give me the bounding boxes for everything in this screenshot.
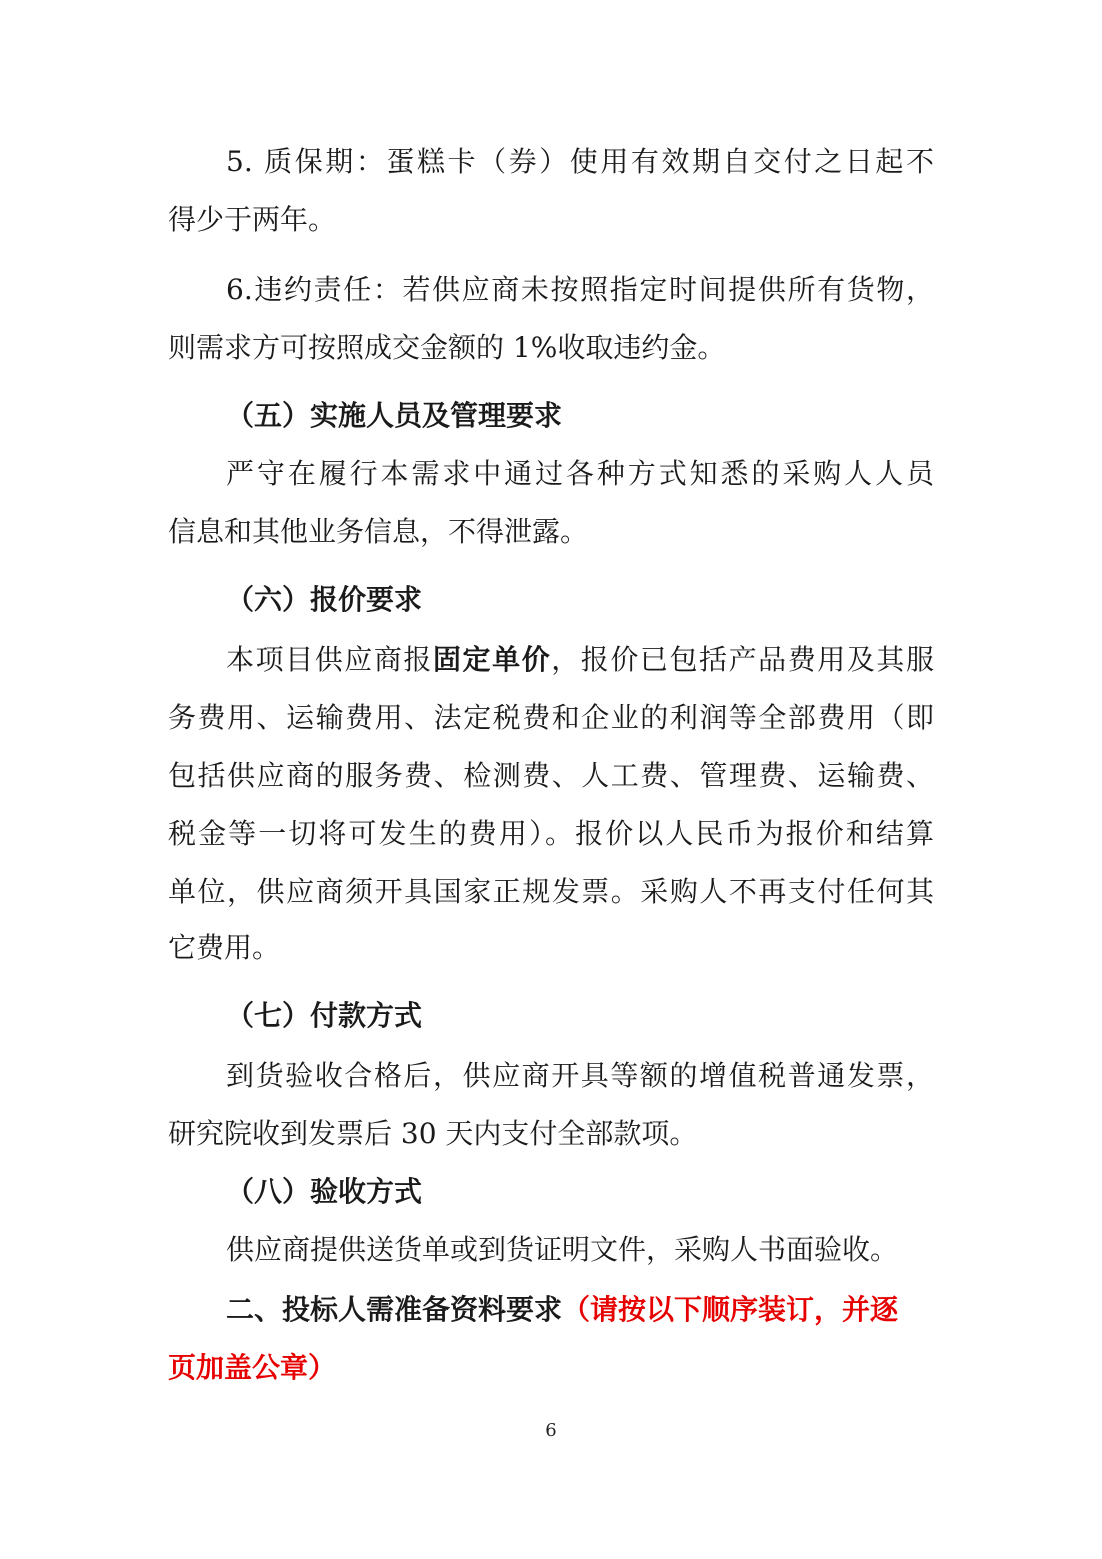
warranty-paragraph-line-2: 得少于两年。: [168, 203, 337, 236]
section-8-paragraph-line-1: 供应商提供送货单或到货证明文件，采购人书面验收。: [226, 1233, 899, 1266]
section-6-paragraph-line-4: 税金等一切将可发生的费用）。报价以人民币为报价和结算: [168, 817, 934, 850]
section-7-paragraph-line-2: 研究院收到发票后 30 天内支付全部款项。: [168, 1117, 698, 1150]
liability-paragraph-line-2: 则需求方可按照成交金额的 1%收取违约金。: [168, 331, 726, 364]
part-2-heading: 二、投标人需准备资料要求: [226, 1293, 563, 1326]
section-7-heading: （七）付款方式: [226, 999, 423, 1032]
section-6-paragraph-line-3: 包括供应商的服务费、检测费、人工费、管理费、运输费、: [168, 759, 934, 792]
binding-instruction-note: （请按以下顺序装订，并逐: [562, 1293, 899, 1326]
fixed-unit-price-emphasis: 固定单价: [432, 643, 552, 676]
section-6-paragraph-line-6: 它费用。: [168, 931, 281, 964]
section-5-heading: （五）实施人员及管理要求: [226, 399, 563, 432]
warranty-paragraph-line-1: 5. 质保期：蛋糕卡（券）使用有效期自交付之日起不: [226, 145, 934, 178]
section-6-paragraph-line-2: 务费用、运输费用、法定税费和企业的利润等全部费用（即: [168, 701, 934, 734]
part-2-heading-line-2: 页加盖公章）: [168, 1351, 337, 1384]
page-number: 6: [545, 1420, 557, 1441]
section-8-heading: （八）验收方式: [226, 1175, 423, 1208]
section-6-line-1-prefix: 本项目供应商报: [226, 643, 433, 676]
section-5-paragraph-line-1: 严守在履行本需求中通过各种方式知悉的采购人人员: [226, 457, 934, 490]
section-6-line-1-suffix: ，报价已包括产品费用及其服: [551, 643, 934, 676]
section-6-heading: （六）报价要求: [226, 583, 423, 616]
part-2-heading-line-1: [168, 1290, 934, 1330]
section-7-paragraph-line-1: 到货验收合格后，供应商开具等额的增值税普通发票，: [226, 1059, 934, 1092]
section-6-paragraph-line-5: 单位，供应商须开具国家正规发票。采购人不再支付任何其: [168, 875, 934, 908]
liability-paragraph-line-1: 6.违约责任：若供应商未按照指定时间提供所有货物，: [226, 273, 934, 306]
section-5-paragraph-line-2: 信息和其他业务信息，不得泄露。: [168, 515, 589, 548]
section-6-paragraph-line-1: [168, 640, 934, 680]
